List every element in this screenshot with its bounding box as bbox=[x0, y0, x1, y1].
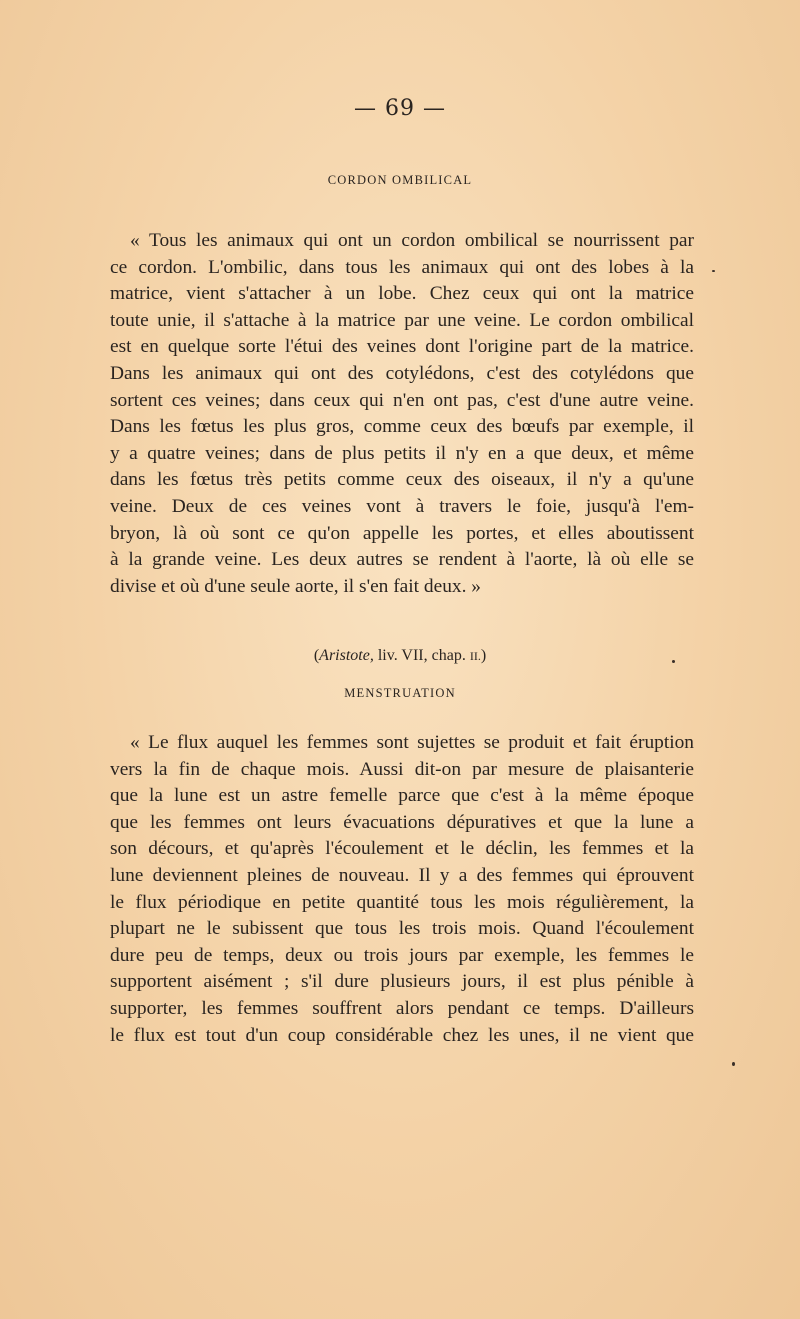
text-line: Dans les animaux qui ont des cotylédons, c'est des cotylédons que bbox=[110, 362, 694, 384]
text-line: supportent aisément ; s'il dure plusieurs jours, il est plus pénible à bbox=[110, 971, 694, 993]
paper-speck bbox=[712, 270, 715, 272]
text-line: dans les fœtus très petits comme ceux des oiseaux, il n'y a qu'une bbox=[110, 469, 694, 491]
text-line: que la lune est un astre femelle parce que c'est à la même époque bbox=[110, 785, 694, 807]
text-line: divise et où d'une seule aorte, il s'en fait deux. » bbox=[110, 575, 481, 597]
text-line: matrice, vient s'attacher à un lobe. Chez ceux qui ont la matrice bbox=[110, 283, 694, 305]
citation-author: Aristote, bbox=[319, 647, 374, 664]
citation-chapter: II. bbox=[469, 649, 481, 663]
text-line: le flux périodique en petite quantité tous les mois régulièrement, la bbox=[110, 891, 694, 913]
page-number: — 69 — bbox=[354, 96, 446, 121]
text-line: « Le flux auquel les femmes sont sujettes se produit et fait éruption bbox=[130, 732, 694, 753]
text-line: ce cordon. L'ombilic, dans tous les animaux qui ont des lobes à la bbox=[110, 256, 694, 278]
text-line: « Tous les animaux qui ont un cordon ombilical se nourrissent par bbox=[130, 230, 694, 251]
text-line: à la grande veine. Les deux autres se rendent à l'aorte, là où elle se bbox=[110, 549, 694, 571]
text-line: est en quelque sorte l'étui des veines dont l'origine part de la matrice. bbox=[110, 336, 694, 358]
text-line: vers la fin de chaque mois. Aussi dit-on par mesure de plaisanterie bbox=[110, 758, 694, 780]
text-line: supporter, les femmes souffrent alors pendant ce temps. D'ailleurs bbox=[110, 997, 694, 1019]
text-line: le flux est tout d'un coup considérable chez les unes, il ne vient que bbox=[110, 1024, 694, 1046]
citation: (Aristote, liv. VII, chap. II.) bbox=[313, 647, 487, 664]
citation-reference: liv. VII, chap. bbox=[373, 647, 470, 664]
text-line: lune deviennent pleines de nouveau. Il y a des femmes qui éprouvent bbox=[110, 864, 694, 886]
text-line: y a quatre veines; dans de plus petits il n'y en a que deux, et même bbox=[110, 442, 694, 464]
text-line: que les femmes ont leurs évacuations dépuratives et que la lune a bbox=[110, 811, 694, 833]
paragraph-cordon bbox=[110, 228, 694, 600]
paper-speck bbox=[732, 1062, 735, 1066]
section-heading-cordon: CORDON OMBILICAL bbox=[327, 173, 473, 187]
text-line: sortent ces veines; dans ceux qui n'en ont pas, c'est d'une autre veine. bbox=[110, 389, 694, 411]
text-line: dure peu de temps, deux ou trois jours par exemple, les femmes le bbox=[110, 944, 694, 966]
paragraph-menstruation bbox=[110, 730, 694, 1049]
text-line: Dans les fœtus les plus gros, comme ceux des bœufs par exemple, il bbox=[110, 416, 694, 438]
text-line: toute unie, il s'attache à la matrice par une veine. Le cordon ombilical bbox=[110, 309, 694, 331]
text-line: son décours, et qu'après l'écoulement et le déclin, les femmes et la bbox=[110, 838, 694, 860]
text-line: bryon, là où sont ce qu'on appelle les portes, et elles aboutissent bbox=[110, 522, 694, 544]
paper-speck bbox=[672, 660, 675, 663]
text-line: veine. Deux de ces veines vont à travers le foie, jusqu'à l'em- bbox=[110, 495, 694, 517]
section-heading-menstruation: MENSTRUATION bbox=[344, 686, 456, 700]
text-line: plupart ne le subissent que tous les trois mois. Quand l'écoulement bbox=[110, 918, 694, 940]
